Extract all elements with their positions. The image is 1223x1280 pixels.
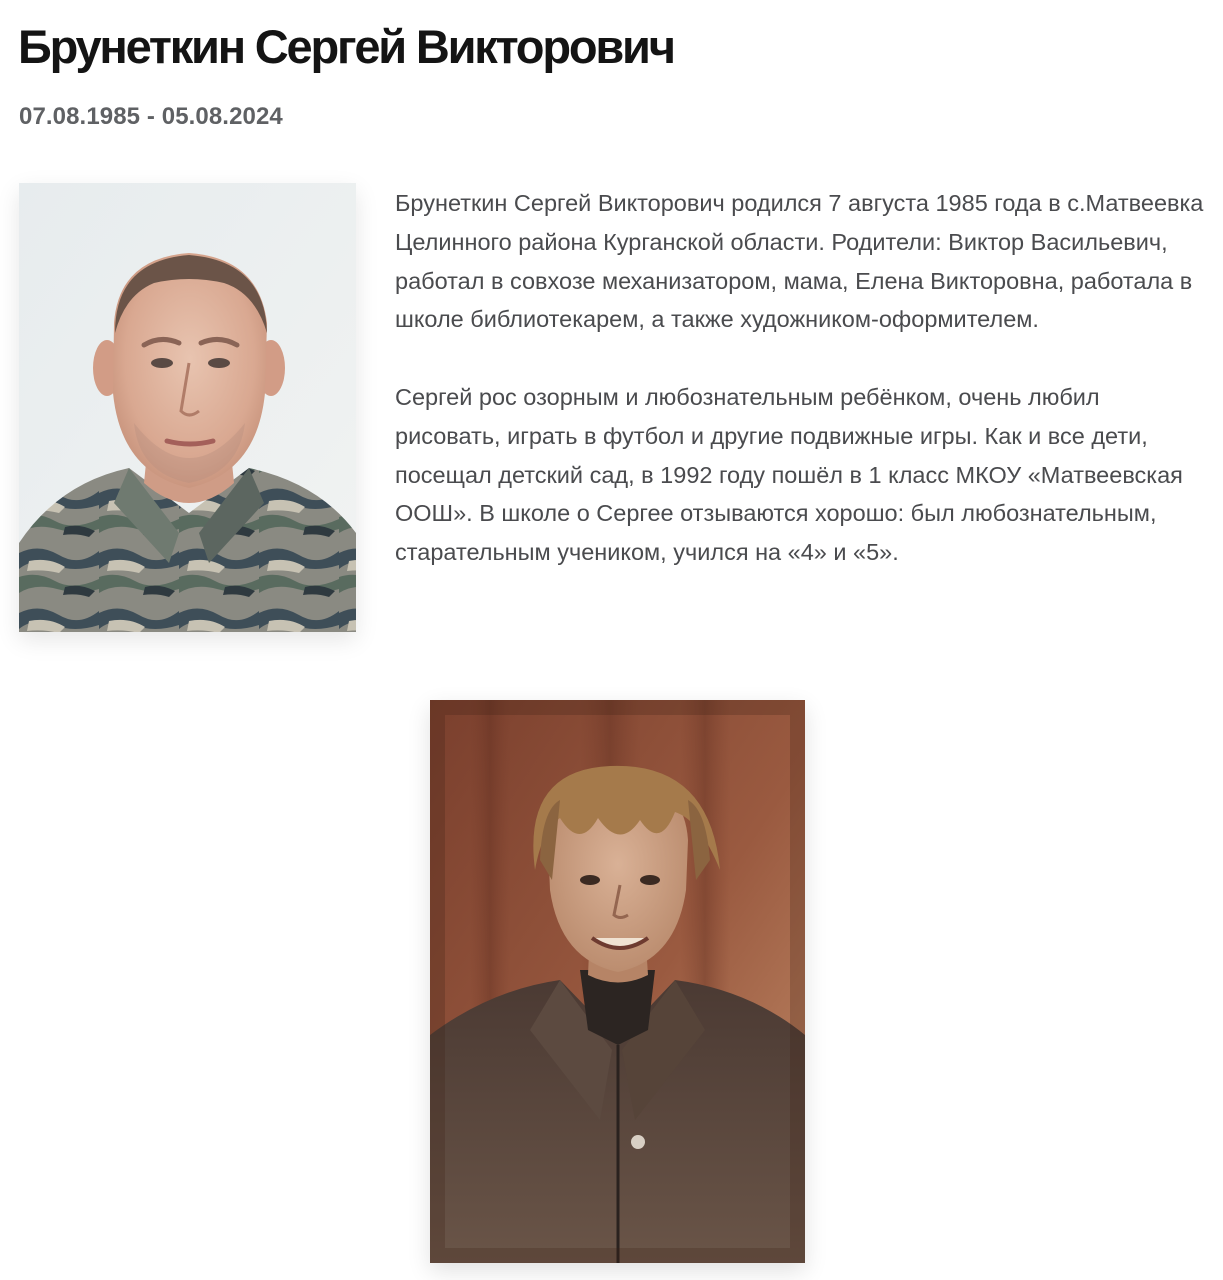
child-portrait-photo	[430, 700, 805, 1263]
biography	[395, 184, 1215, 572]
life-dates: 07.08.1985 - 05.08.2024	[19, 103, 283, 130]
biography-paragraph-2: Сергей рос озорным и любознательным ребёнком, очень любил рисовать, играть в футбол и другие подвижные игры. Как и все дети, посещал детский сад, в 1992 году пошёл в 1 класс МКОУ «Матвеевская ООШ». В школе о Сергее отзываются хорошо: был любознательным, старательным учеником, учился на «4» и «5».	[395, 383, 1183, 566]
adult-portrait-photo	[19, 183, 356, 632]
page-title: Брунеткин Сергей Викторович	[18, 20, 674, 73]
biography-paragraph-1: Брунеткин Сергей Викторович родился 7 августа 1985 года в с.Матвеевка Целинного района Курганской области. Родители: Виктор Васильевич, работал в совхозе механизатором, мама, Елена Викторовна, работала в школе библиотекарем, а также художником-оформителем.	[395, 190, 1204, 333]
